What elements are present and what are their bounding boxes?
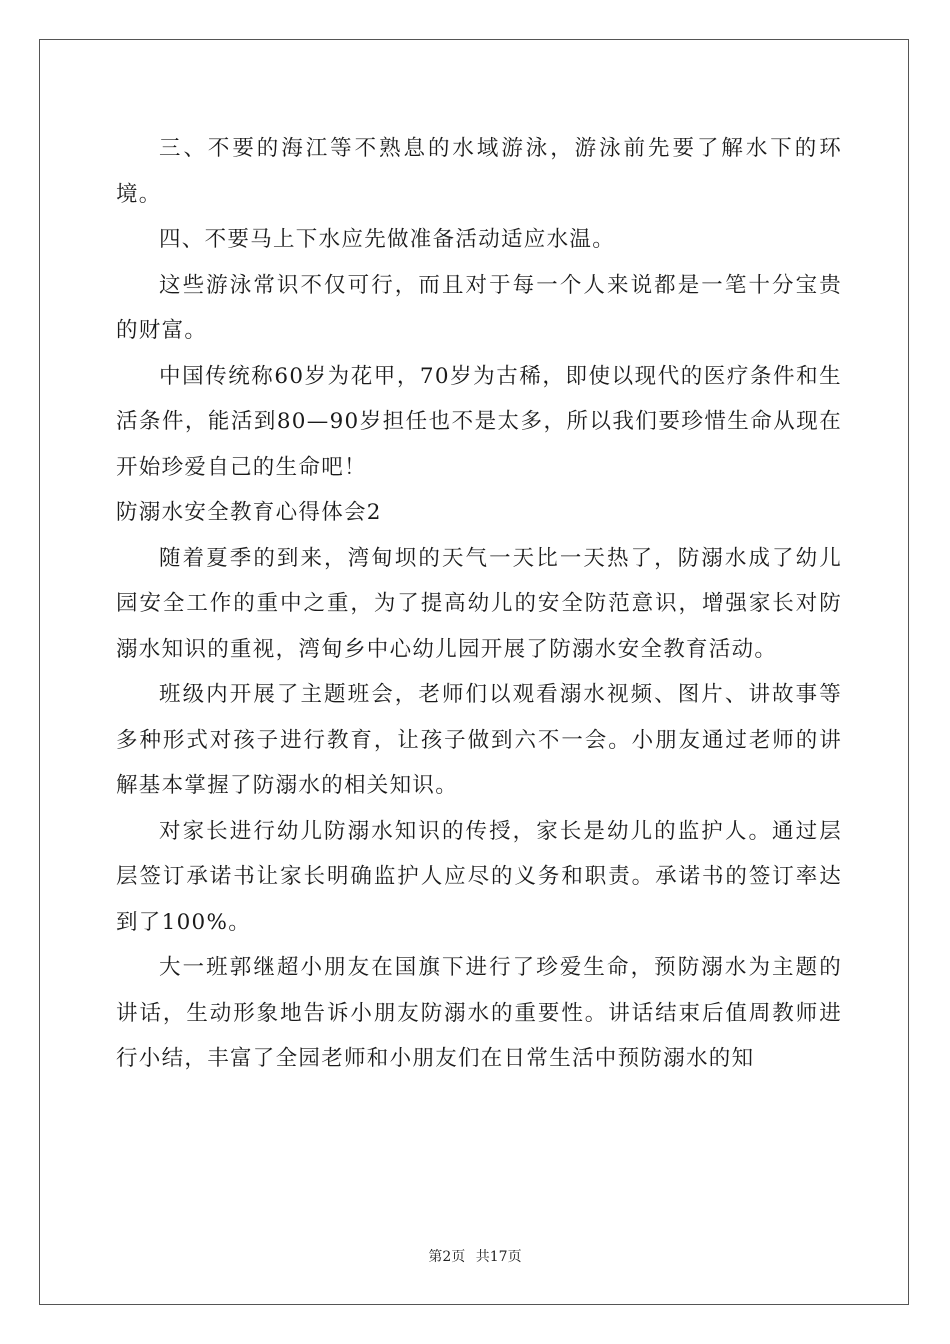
page-footer <box>0 1246 950 1266</box>
paragraph: 中国传统称60岁为花甲，70岁为古稀，即使以现代的医疗条件和生活条件，能活到80—90岁担任也不是太多，所以我们要珍惜生命从现在开始珍爱自己的生命吧！ <box>116 363 842 480</box>
page-number: 第2页 <box>428 1249 466 1265</box>
paragraph: 四、不要马上下水应先做准备活动适应水温。 <box>159 227 616 252</box>
document-body <box>116 126 842 1082</box>
total-pages: 共17页 <box>475 1249 522 1265</box>
paragraph: 这些游泳常识不仅可行，而且对于每一个人来说都是一笔十分宝贵的财富。 <box>116 272 842 343</box>
paragraph: 随着夏季的到来，湾甸坝的天气一天比一天热了，防溺水成了幼儿园安全工作的重中之重，为了提高幼儿的安全防范意识，增强家长对防溺水知识的重视，湾甸乡中心幼儿园开展了防溺水安全教育活动。 <box>116 545 842 662</box>
paragraph: 对家长进行幼儿防溺水知识的传授，家长是幼儿的监护人。通过层层签订承诺书让家长明确监护人应尽的义务和职责。承诺书的签订率达到了100%。 <box>116 818 842 935</box>
section-heading: 防溺水安全教育心得体会2 <box>116 500 382 525</box>
paragraph: 大一班郭继超小朋友在国旗下进行了珍爱生命，预防溺水为主题的讲话，生动形象地告诉小朋友防溺水的重要性。讲话结束后值周教师进行小结，丰富了全园老师和小朋友们在日常生活中预防溺水的知 <box>116 955 842 1071</box>
paragraph: 班级内开展了主题班会，老师们以观看溺水视频、图片、讲故事等多种形式对孩子进行教育，让孩子做到六不一会。小朋友通过老师的讲解基本掌握了防溺水的相关知识。 <box>116 682 842 798</box>
paragraph: 三、不要的海江等不熟息的水域游泳，游泳前先要了解水下的环境。 <box>116 136 842 207</box>
